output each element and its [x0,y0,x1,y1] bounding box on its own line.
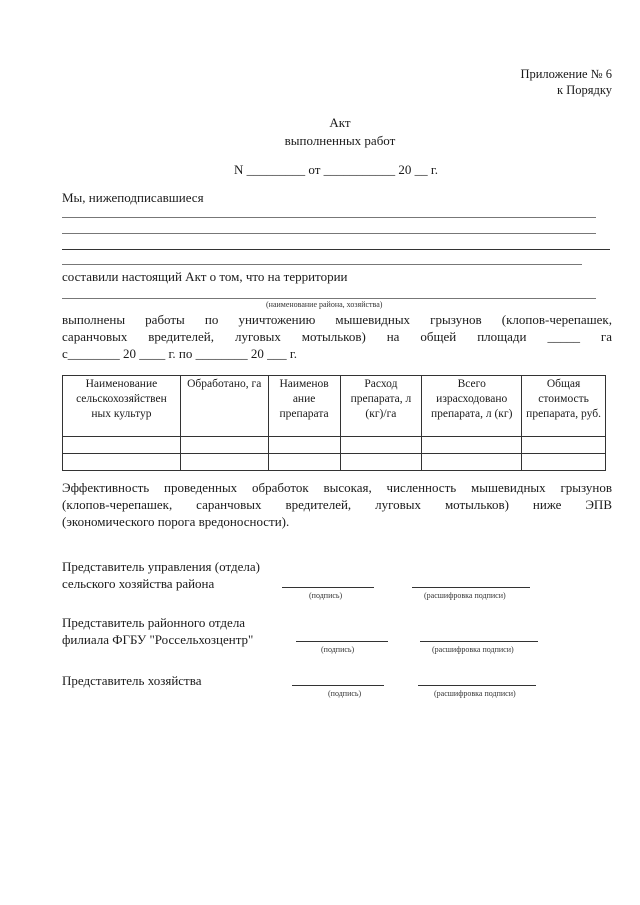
header-consumption-rate: Расход препарата, л (кг)/га [340,376,422,437]
table-cell[interactable] [340,437,422,454]
intro-text: Мы, нижеподписавшиеся [62,190,204,205]
blank-line-3 [62,249,610,250]
signature-caption: (подпись) [309,591,343,600]
table-cell[interactable] [268,437,340,454]
territory-blank-line [62,298,596,299]
signature-caption: (подпись) [321,645,355,654]
appendix-reference: к Порядку [557,83,612,97]
table-row [63,454,606,471]
blank-line-2 [62,233,596,234]
document-title [0,114,640,150]
table-cell[interactable] [180,437,268,454]
table-cell[interactable] [340,454,422,471]
signature-decode-caption: (расшифровка подписи) [432,645,514,654]
act-number-date-line: N _________ от ___________ 20 __ г. [234,162,439,177]
appendix-number: Приложение № 6 [520,67,612,81]
signature-line[interactable] [296,641,388,642]
table-cell[interactable] [63,454,181,471]
header-total-used: Всего израсходовано препарата, л (кг) [422,376,522,437]
signature-block-farm [62,672,201,689]
efficiency-line-1: Эффективность проведенных обработок высокая, численность мышевидных грызунов [62,480,612,495]
blank-line-4 [62,264,582,265]
table-cell[interactable] [180,454,268,471]
signature-block-rosselkhoztsentr [62,614,253,648]
appendix-note [520,66,612,98]
efficiency-paragraph [62,479,612,530]
blank-line-1 [62,217,596,218]
signature-decode-caption: (расшифровка подписи) [424,591,506,600]
table-cell[interactable] [522,437,606,454]
header-crop-name: Наименование сельскохозяйствен ных культур [63,376,181,437]
header-product-name: Наименов ание препарата [268,376,340,437]
treatment-table [62,375,606,471]
signature-line[interactable] [282,587,374,588]
table-cell[interactable] [268,454,340,471]
efficiency-line-3: (экономического порога вредоносности). [62,514,290,529]
table-cell[interactable] [522,454,606,471]
compiled-statement: составили настоящий Акт о том, что на территории [62,269,348,284]
table-row [63,437,606,454]
work-line-2: саранчовых вредителей, луговых мотыльков) на общей площади _____ га [62,329,612,344]
signature-label-line-1: Представитель хозяйства [62,673,202,688]
table-cell[interactable] [422,454,522,471]
table-header-row [63,376,606,437]
title-act: Акт [329,115,351,130]
header-total-cost: Общая стоимость препарата, руб. [522,376,606,437]
territory-caption: (наименование района, хозяйства) [266,300,383,309]
signature-label-line-2: сельского хозяйства района [62,576,215,591]
signature-caption: (подпись) [328,689,362,698]
work-line-1: выполнены работы по уничтожению мышевидных грызунов (клопов-черепашек, [62,312,612,327]
efficiency-line-2: (клопов-черепашек, саранчовых вредителей, луговых мотыльков) ниже ЭПВ [62,497,612,512]
signature-decode-line[interactable] [420,641,538,642]
signature-decode-line[interactable] [412,587,530,588]
table-cell[interactable] [63,437,181,454]
signature-decode-caption: (расшифровка подписи) [434,689,516,698]
title-subtitle: выполненных работ [284,133,396,148]
work-line-3: с________ 20 ____ г. по ________ 20 ___ г. [62,346,297,361]
table-cell[interactable] [422,437,522,454]
header-treated-area: Обработано, га [180,376,268,437]
signature-decode-line[interactable] [418,685,536,686]
signature-label-line-1: Представитель районного отдела [62,615,246,630]
signature-label-line-1: Представитель управления (отдела) [62,559,260,574]
work-paragraph [62,311,612,362]
signature-block-agriculture-dept [62,558,260,592]
signature-label-line-2: филиала ФГБУ "Россельхозцентр" [62,632,254,647]
signature-line[interactable] [292,685,384,686]
